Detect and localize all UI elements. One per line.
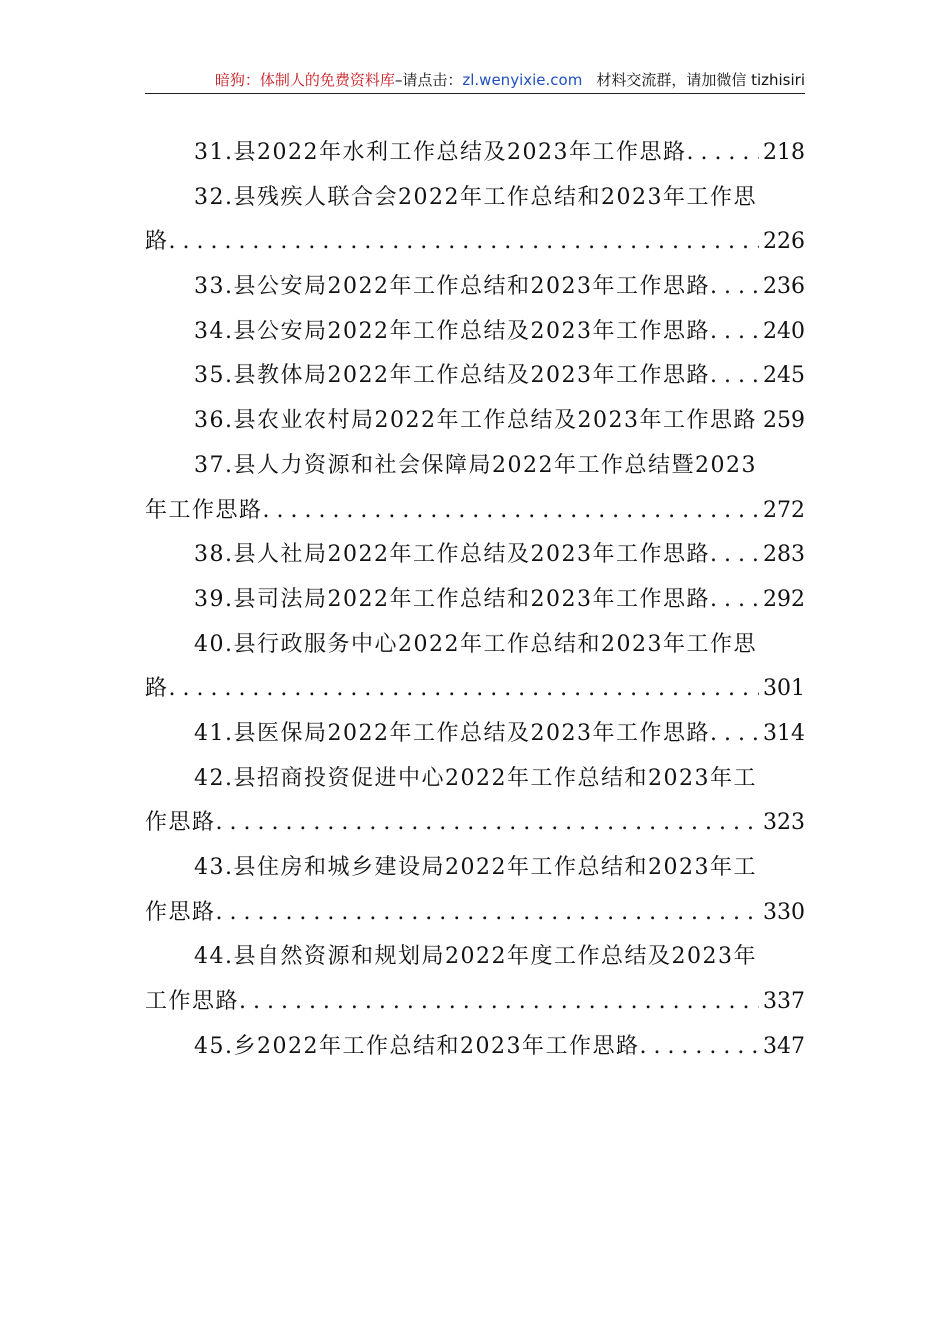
toc-page-number: 218 — [763, 140, 805, 165]
header-divider — [145, 93, 805, 94]
toc-leader-dots — [216, 891, 759, 936]
toc-entry-line — [145, 801, 805, 846]
header-brand: 暗狗：体制人的免费资料库 — [214, 71, 395, 89]
toc-entry-line — [145, 444, 805, 489]
toc-leader-dots — [239, 980, 759, 1025]
toc-entry-title: 45.乡2022年工作总结和2023年工作思路 — [194, 1033, 640, 1059]
toc-leader-dots — [710, 265, 759, 310]
toc-entry[interactable] — [145, 131, 805, 176]
toc-entry[interactable] — [145, 935, 805, 1024]
toc-entry-title: 36.县农业农村局2022年工作总结及2023年工作思路 — [194, 408, 757, 434]
toc-entry-title: 32.县残疾人联合会2022年工作总结和2023年工作思 — [194, 184, 757, 210]
toc-entry-line — [145, 712, 805, 757]
toc-page-number: 283 — [763, 542, 805, 568]
toc-entry[interactable] — [145, 176, 805, 265]
toc-entry[interactable] — [145, 757, 805, 846]
toc-entry-line — [145, 310, 805, 355]
toc-page-number: 236 — [763, 274, 805, 300]
toc-entry-title: 38.县人社局2022年工作总结及2023年工作思路 — [194, 542, 710, 568]
toc-entry-line — [145, 265, 805, 310]
toc-entry-title: 37.县人力资源和社会保障局2022年工作总结暨2023 — [194, 452, 757, 478]
toc-entry[interactable] — [145, 533, 805, 578]
toc-page-number: 245 — [763, 363, 805, 389]
toc-entry-line — [145, 489, 805, 534]
toc-leader-dots — [710, 578, 759, 623]
toc-entry[interactable] — [145, 399, 805, 444]
toc-entry-line — [145, 220, 805, 265]
toc-entry-line — [145, 846, 805, 891]
toc-entry-line — [145, 1025, 805, 1070]
toc-entry-title-continued: 路 — [145, 676, 169, 702]
toc-entry-line — [145, 667, 805, 712]
toc-page-number: 240 — [763, 318, 805, 344]
toc-leader-dots — [639, 1025, 759, 1070]
page-header — [145, 68, 805, 92]
toc-entry[interactable] — [145, 712, 805, 757]
toc-page-number: 337 — [763, 989, 805, 1015]
toc-leader-dots — [686, 131, 759, 176]
toc-page-number: 259 — [763, 408, 805, 434]
toc-entry-title: 39.县司法局2022年工作总结和2023年工作思路 — [194, 586, 710, 612]
toc-entry-line — [145, 131, 805, 176]
toc-page-number: 347 — [763, 1033, 805, 1059]
toc-entry[interactable] — [145, 846, 805, 935]
toc-entry-line — [145, 578, 805, 623]
toc-leader-dots — [710, 354, 759, 399]
table-of-contents — [145, 131, 805, 1069]
toc-entry-title-continued: 路 — [145, 229, 169, 255]
toc-entry-title: 40.县行政服务中心2022年工作总结和2023年工作思 — [194, 631, 757, 657]
toc-entry-title: 41.县医保局2022年工作总结及2023年工作思路 — [194, 720, 710, 746]
toc-leader-dots — [710, 712, 759, 757]
header-click-prefix: –请点击： — [394, 71, 463, 89]
toc-entry-title-continued: 作思路 — [145, 899, 216, 925]
header-url-link[interactable]: zl.wenyixie.com — [462, 71, 583, 89]
toc-entry-line — [145, 354, 805, 399]
toc-entry-title: 31.县2022年水利工作总结及2023年工作思路 — [194, 140, 687, 165]
toc-entry-line — [145, 533, 805, 578]
toc-entry[interactable] — [145, 578, 805, 623]
toc-page-number: 314 — [763, 720, 805, 746]
toc-entry-title: 33.县公安局2022年工作总结和2023年工作思路 — [194, 274, 710, 300]
toc-leader-dots — [710, 533, 759, 578]
toc-entry-title: 43.县住房和城乡建设局2022年工作总结和2023年工 — [194, 855, 757, 880]
toc-leader-dots — [710, 310, 759, 355]
toc-entry-title: 34.县公安局2022年工作总结及2023年工作思路 — [194, 318, 710, 344]
toc-page-number: 272 — [763, 497, 805, 523]
toc-page-number: 323 — [763, 810, 805, 836]
toc-entry[interactable] — [145, 354, 805, 399]
toc-page-number: 226 — [763, 229, 805, 255]
toc-entry-title-continued: 作思路 — [145, 810, 216, 836]
toc-entry[interactable] — [145, 265, 805, 310]
toc-entry[interactable] — [145, 444, 805, 533]
toc-entry-line — [145, 891, 805, 936]
toc-entry-title: 44.县自然资源和规划局2022年度工作总结及2023年 — [194, 944, 757, 970]
toc-page-number: 301 — [763, 676, 805, 702]
toc-page-number: 292 — [763, 586, 805, 612]
toc-entry-line — [145, 623, 805, 668]
toc-entry-title: 42.县招商投资促进中心2022年工作总结和2023年工 — [194, 765, 757, 791]
toc-entry-title-continued: 工作思路 — [145, 989, 240, 1015]
toc-entry[interactable] — [145, 1025, 805, 1070]
toc-entry[interactable] — [145, 310, 805, 355]
toc-leader-dots — [216, 801, 759, 846]
header-contact: 材料交流群，请加微信 tizhisiri — [596, 71, 805, 89]
toc-entry-title: 35.县教体局2022年工作总结及2023年工作思路 — [194, 363, 710, 389]
toc-leader-dots — [263, 489, 759, 534]
toc-leader-dots — [169, 667, 759, 712]
toc-entry-line — [145, 935, 805, 980]
toc-entry-title-continued: 年工作思路 — [145, 497, 263, 523]
toc-entry-line — [145, 399, 805, 444]
toc-page-number: 330 — [763, 899, 805, 925]
toc-leader-dots — [169, 220, 759, 265]
toc-entry[interactable] — [145, 623, 805, 712]
toc-entry-line — [145, 176, 805, 221]
toc-entry-line — [145, 980, 805, 1025]
toc-entry-line — [145, 757, 805, 802]
